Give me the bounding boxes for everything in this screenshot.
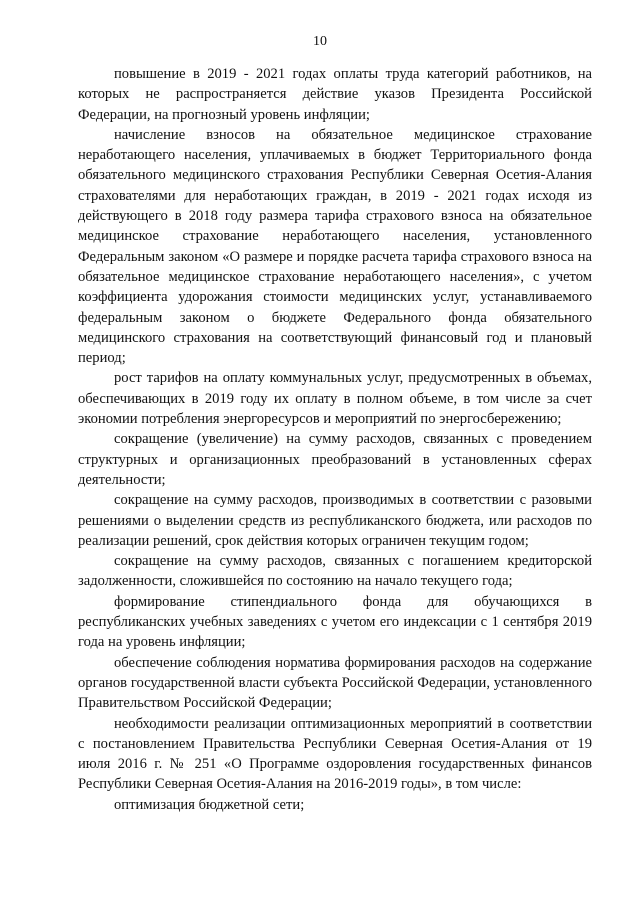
paragraph-structural-changes: сокращение (увеличение) на сумму расходов, связанных с проведением структурных и организационных преобразований в установленных сферах деятельности;: [78, 431, 592, 488]
paragraph-expense-norm: обеспечение соблюдения норматива формирования расходов на содержание органов государственной власти субъекта Российской Федерации, установленного Правительством Российской Федерации;: [78, 654, 592, 712]
paragraph-medical-insurance: начисление взносов на обязательное медицинское страхование неработающего населения, уплачиваемых в бюджет Территориального фонда обязательного медицинского страхования Республики Северная Осетия-Алания страхователями для неработающих граждан, в 2019 - 2021 годах исходя из действующего в 2018 году размера тарифа страхового взноса на обязательное медицинское страхование неработающего населения, установленного Федеральным законом «О размере и порядке расчета тарифа страхового взноса на обязательное медицинское страхование неработающего населения», с учетом коэффициента удорожания стоимости медицинских услуг, устанавливаемого федеральным законом о бюджете Федерального фонда обязательного медицинского страхования на соответствующий финансовый год и плановый период;: [78, 126, 592, 367]
paragraph-creditor-debt: сокращение на сумму расходов, связанных с погашением кредиторской задолженности, сложившейся по состоянию на начало текущего года;: [78, 553, 592, 590]
paragraph-wage-increase: повышение в 2019 - 2021 годах оплаты труда категорий работников, на которых не распространяется действие указов Президента Российской Федерации, на прогнозный уровень инфляции;: [78, 66, 592, 123]
paragraph-budget-network: оптимизация бюджетной сети;: [114, 796, 305, 813]
page-number: 10: [313, 34, 327, 49]
paragraph-utility-tariffs: рост тарифов на оплату коммунальных услуг, предусмотренных в объемах, обеспечивающих в 2019 году их оплату в полном объеме, в том числе за счет экономии потребления энергоресурсов и мероприятий по энергосбережению;: [78, 370, 592, 428]
paragraph-optimization: необходимости реализации оптимизационных мероприятий в соответствии с постановлением Правительства Республики Северная Осетия-Алания от 19 июля 2016 г. № 251 «О Программе оздоровления государственных финансов Республики Северная Осетия-Алания на 2016-2019 годы», в том числе:: [78, 715, 592, 793]
paragraph-one-time-decisions: сокращение на сумму расходов, производимых в соответствии с разовыми решениями о выделении средств из республиканского бюджета, или расходов по реализации решений, срок действия которых ограничен текущим годом;: [78, 492, 592, 549]
paragraph-scholarship-fund: формирование стипендиального фонда для обучающихся в республиканских учебных заведениях с учетом его индексации с 1 сентября 2019 года на уровень инфляции;: [78, 593, 592, 651]
document-body: [78, 64, 592, 815]
